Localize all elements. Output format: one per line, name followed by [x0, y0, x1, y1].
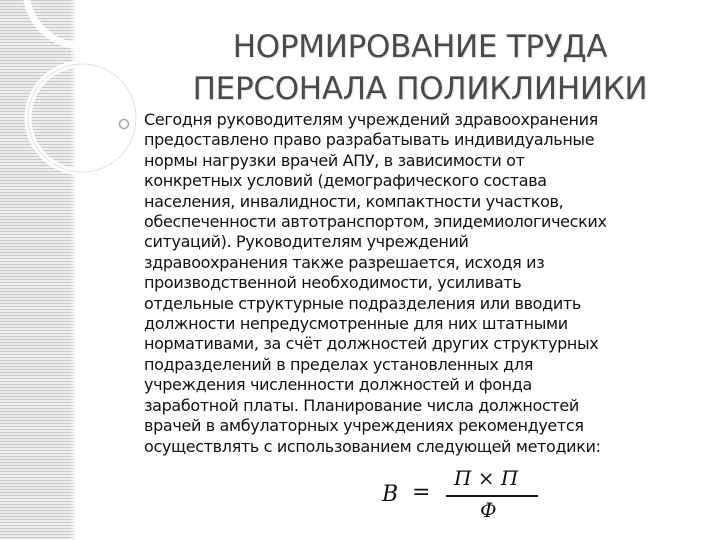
body-line: подразделений в пределах установленных для [144, 354, 534, 374]
body-line: учреждения численности должностей и фонда [144, 375, 532, 395]
body-line: нормы нагрузки врачей АПУ, в зависимости от [144, 150, 525, 170]
body-line: населения, инвалидности, компактности участков, [144, 191, 564, 211]
decorative-arcs [0, 0, 160, 180]
body-line: заработной платы. Планирование числа должностей [144, 395, 579, 415]
formula-lhs: B [382, 482, 399, 507]
staffing-formula [382, 466, 552, 526]
formula-equals: = [412, 480, 431, 505]
body-line: врачей в амбулаторных учреждениях рекомендуется [144, 416, 584, 436]
body-line: должности непредусмотренные для них штатными [144, 314, 568, 334]
body-line: ситуаций). Руководителям учреждений [144, 232, 469, 252]
formula-numerator: П × П [454, 466, 519, 490]
body-line: отдельные структурные подразделения или вводить [144, 293, 581, 313]
body-line: предоставлено право разрабатывать индивидуальные [144, 130, 595, 150]
body-line: обеспеченности автотранспортом, эпидемиологических [144, 212, 607, 232]
body-line: осуществлять с использованием следующей методики: [144, 436, 601, 456]
body-line: нормативами, за счёт должностей других структурных [144, 334, 599, 354]
title-line-1: НОРМИРОВАНИЕ ТРУДА [232, 29, 608, 65]
formula-denominator: Ф [480, 498, 497, 522]
body-line: конкретных условий (демографического состава [144, 171, 547, 191]
body-line: производственной необходимости, усиливать [144, 273, 522, 293]
bullet-icon [118, 118, 130, 130]
slide-title [140, 26, 700, 110]
fraction-bar [446, 495, 538, 497]
body-line: здравоохранения также разрешается, исходя из [144, 252, 545, 272]
body-paragraph [144, 110, 706, 457]
title-line-2: ПЕРСОНАЛА ПОЛИКЛИНИКИ [192, 71, 648, 107]
body-line: Сегодня руководителям учреждений здравоохранения [144, 110, 598, 129]
